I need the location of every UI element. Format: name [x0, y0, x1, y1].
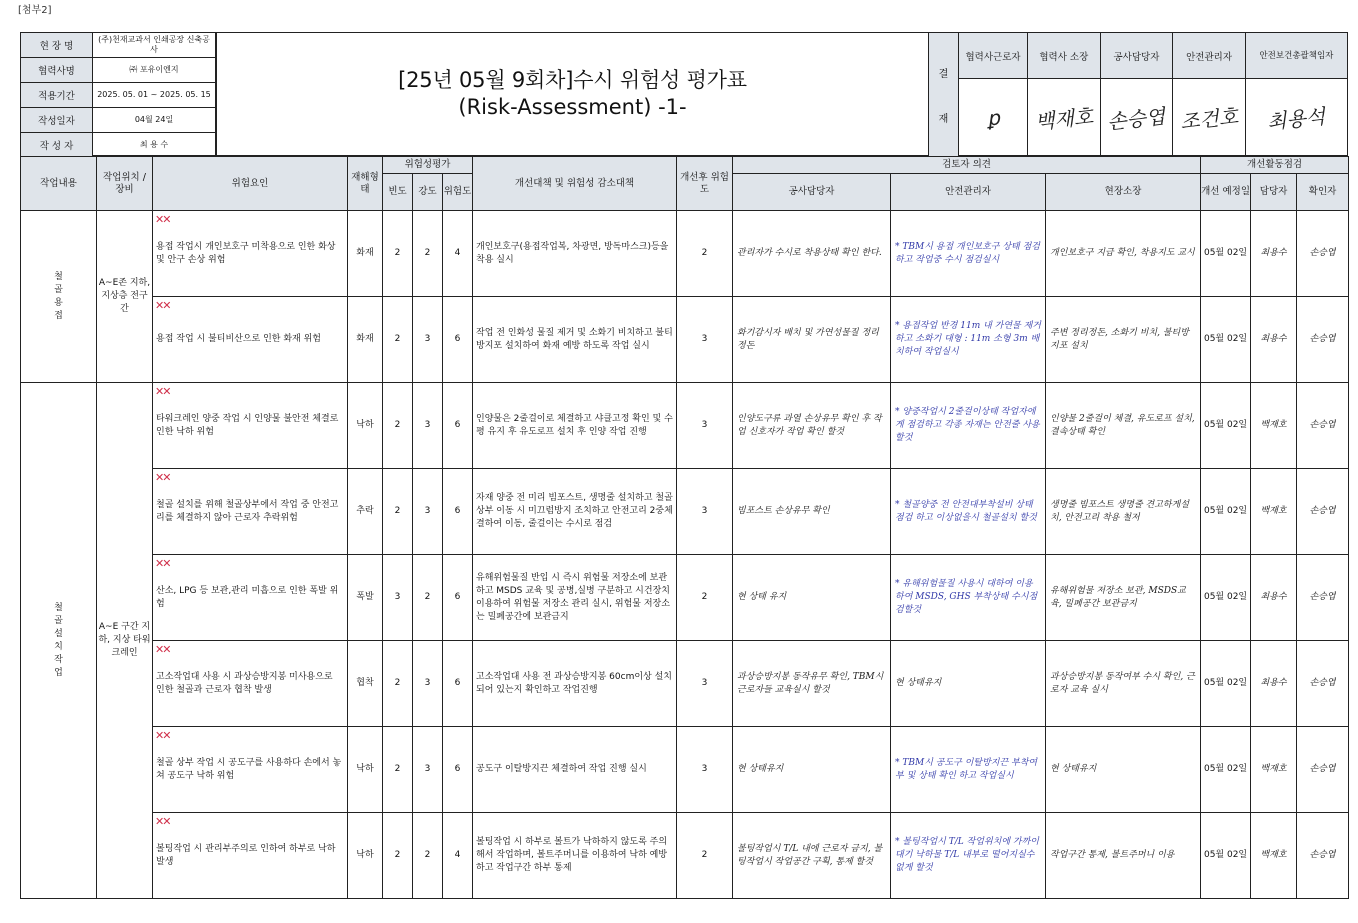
manager-opinion: 현 상태 유지 [733, 555, 891, 641]
work-location: A~E존 지하, 지상층 전구간 [97, 211, 153, 383]
site-name-value: (주)천재교과서 인쇄공장 신축공사 [93, 33, 216, 58]
disaster-type: 협착 [348, 641, 383, 727]
col-rev-manager: 공사담당자 [733, 174, 891, 211]
col-person: 담당자 [1251, 174, 1297, 211]
table-row [21, 727, 1349, 813]
risk-factor-text: 고소작업대 사용 시 과상승방지봉 미사용으로 인한 철골과 근로자 협착 발생 [156, 671, 333, 695]
person-in-charge: 백재호 [1251, 813, 1297, 899]
confirmer: 손승엽 [1297, 297, 1349, 383]
approval-label-bottom: 재 [938, 113, 949, 125]
disaster-type: 화재 [348, 211, 383, 297]
after-risk-value: 3 [677, 469, 733, 555]
col-planned: 개선 예정일 [1201, 174, 1251, 211]
risk-factor-text: 산소, LPG 등 보관,관리 미흡으로 인한 폭발 위험 [156, 585, 339, 609]
improvement-measures: 유해위험물질 반입 시 즉시 위험물 저장소에 보관하고 MSDS 교육 및 공병,실병 구분하고 시건장치 이용하여 위험물 저장소 관리 실시, 위험물 저장소는 밀폐공간에 보관금지 [473, 555, 677, 641]
person-in-charge: 백재호 [1251, 383, 1297, 469]
date-value: 04월 24일 [93, 108, 216, 133]
risk-factor [153, 813, 348, 899]
work-location: A~E 구간 지하, 지상 타워크레인 [97, 383, 153, 899]
planned-date: 05월 02일 [1201, 211, 1251, 297]
check-mark-icon: ✕✕ [155, 643, 170, 656]
table-body [21, 211, 1349, 899]
risk-factor [153, 211, 348, 297]
confirmer: 손승엽 [1297, 641, 1349, 727]
severity-value: 3 [413, 383, 443, 469]
person-in-charge: 백재호 [1251, 469, 1297, 555]
col-rev-safety: 안전관리자 [891, 174, 1046, 211]
improvement-measures: 공도구 이탈방지끈 체결하여 작업 진행 실시 [473, 727, 677, 813]
col-risk: 위험도 [443, 174, 473, 211]
improvement-measures: 개인보호구(용접작업복, 차광면, 방독마스크)등을 착용 실시 [473, 211, 677, 297]
check-mark-icon: ✕✕ [155, 471, 170, 484]
planned-date: 05월 02일 [1201, 383, 1251, 469]
table-row [21, 813, 1349, 899]
col-work: 작업내용 [21, 157, 97, 211]
improvement-measures: 고소작업대 사용 전 과상승방지봉 60cm이상 설치 되어 있는지 확인하고 작업진행 [473, 641, 677, 727]
work-content: 철 골 용 접 [21, 211, 97, 383]
header-info-table [20, 32, 216, 158]
improvement-measures: 작업 전 인화성 물질 제거 및 소화기 비치하고 불티방지포 설치하여 화재 예방 하도록 작업 실시 [473, 297, 677, 383]
table-row [21, 297, 1349, 383]
title-block [216, 32, 928, 156]
site-opinion: 현 상태유지 [1046, 727, 1201, 813]
planned-date: 05월 02일 [1201, 469, 1251, 555]
freq-value: 2 [383, 297, 413, 383]
signature-worker: ꝑ [959, 79, 1028, 157]
check-mark-icon: ✕✕ [155, 729, 170, 742]
risk-factor [153, 641, 348, 727]
author-label: 작 성 자 [21, 133, 93, 158]
attachment-label: [첨부2] [18, 5, 52, 16]
manager-opinion: 인양도구류 과열 손상유무 확인 후 작업 신호자가 작업 확인 할것 [733, 383, 891, 469]
risk-value: 6 [443, 469, 473, 555]
freq-value: 2 [383, 813, 413, 899]
check-mark-icon: ✕✕ [155, 557, 170, 570]
disaster-type: 화재 [348, 297, 383, 383]
col-severity: 강도 [413, 174, 443, 211]
col-disaster-type: 재해형태 [348, 157, 383, 211]
check-mark-icon: ✕✕ [155, 385, 170, 398]
approval-col-manager: 공사담당자 [1100, 33, 1173, 79]
col-confirmer: 확인자 [1297, 174, 1349, 211]
approval-col-partner-head: 협력사 소장 [1028, 33, 1101, 79]
safety-opinion: * TBM시 용접 개인보호구 상태 점검하고 작업중 수시 점검실시 [891, 211, 1046, 297]
risk-value: 6 [443, 727, 473, 813]
freq-value: 2 [383, 727, 413, 813]
freq-value: 3 [383, 555, 413, 641]
risk-value: 6 [443, 555, 473, 641]
period-label: 적용기간 [21, 83, 93, 108]
disaster-type: 추락 [348, 469, 383, 555]
risk-factor [153, 469, 348, 555]
approval-col-chief: 안전보건총괄책임자 [1245, 33, 1347, 79]
planned-date: 05월 02일 [1201, 641, 1251, 727]
risk-assessment-table [20, 156, 1349, 899]
table-row [21, 383, 1349, 469]
site-name-label: 현 장 명 [21, 33, 93, 58]
freq-value: 2 [383, 641, 413, 727]
risk-value: 6 [443, 641, 473, 727]
signature-safety: 조건호 [1173, 79, 1246, 157]
safety-opinion: * TBM시 공도구 이탈방지끈 부착여부 및 상태 확인 하고 작업실시 [891, 727, 1046, 813]
risk-factor-text: 용접 작업 시 불티비산으로 인한 화재 위험 [156, 334, 321, 344]
risk-value: 4 [443, 211, 473, 297]
col-location: 작업위치 / 장비 [97, 157, 153, 211]
manager-opinion: 관리자가 수시로 착용상태 확인 한다. [733, 211, 891, 297]
approval-col-worker: 협력사근로자 [959, 33, 1028, 79]
risk-factor [153, 297, 348, 383]
approval-label-top: 결 [938, 68, 949, 80]
after-risk-value: 3 [677, 383, 733, 469]
safety-opinion: * 유해위험물질 사용시 대하여 이용하여 MSDS, GHS 부착상태 수시점검할것 [891, 555, 1046, 641]
after-risk-value: 2 [677, 555, 733, 641]
person-in-charge: 최용수 [1251, 555, 1297, 641]
planned-date: 05월 02일 [1201, 813, 1251, 899]
period-value: 2025. 05. 01 ~ 2025. 05. 15 [93, 83, 216, 108]
site-opinion: 작업구간 통제, 볼트주머니 이용 [1046, 813, 1201, 899]
site-opinion: 유해위험물 저장소 보관, MSDS교육, 밀폐공간 보관금지 [1046, 555, 1201, 641]
person-in-charge: 최용수 [1251, 641, 1297, 727]
freq-value: 2 [383, 469, 413, 555]
col-freq: 빈도 [383, 174, 413, 211]
planned-date: 05월 02일 [1201, 555, 1251, 641]
col-reviewer: 검토자 의견 [733, 157, 1201, 174]
author-value: 최 용 수 [93, 133, 216, 158]
col-measures: 개선대책 및 위험성 감소대책 [473, 157, 677, 211]
confirmer: 손승엽 [1297, 469, 1349, 555]
col-assessment: 위험성평가 [383, 157, 473, 174]
col-check: 개선활동점검 [1201, 157, 1349, 174]
freq-value: 2 [383, 211, 413, 297]
table-row [21, 555, 1349, 641]
severity-value: 3 [413, 297, 443, 383]
safety-opinion: 현 상태유지 [891, 641, 1046, 727]
work-content: 철 골 설 치 작 업 [21, 383, 97, 899]
partner-value: ㈜ 포유이엔지 [93, 58, 216, 83]
after-risk-value: 3 [677, 641, 733, 727]
page-subtitle: (Risk-Assessment) -1- [458, 95, 687, 119]
table-row [21, 211, 1349, 297]
risk-factor-text: 볼팅작업 시 관리부주의로 인하여 하부로 낙하 발생 [156, 843, 336, 867]
signature-chief: 최용석 [1245, 79, 1347, 157]
confirmer: 손승엽 [1297, 211, 1349, 297]
planned-date: 05월 02일 [1201, 297, 1251, 383]
after-risk-value: 3 [677, 727, 733, 813]
site-opinion: 생명줄 빔포스트 생명줄 견고하게설치, 안전고리 착용 철저 [1046, 469, 1201, 555]
manager-opinion: 화기감시자 배치 및 가연성물질 정리정돈 [733, 297, 891, 383]
check-mark-icon: ✕✕ [155, 815, 170, 828]
site-opinion: 개인보호구 지급 확인, 착용지도 교시 [1046, 211, 1201, 297]
safety-opinion: * 볼팅작업시 T/L 작업위치에 가까이 대기 낙하물 T/L 내부로 떨어지실수 없게 할것 [891, 813, 1046, 899]
risk-value: 4 [443, 813, 473, 899]
disaster-type: 낙하 [348, 383, 383, 469]
col-risk-factor: 위험요인 [153, 157, 348, 211]
person-in-charge: 최용수 [1251, 211, 1297, 297]
disaster-type: 낙하 [348, 727, 383, 813]
person-in-charge: 백재호 [1251, 727, 1297, 813]
improvement-measures: 자재 양중 전 미리 빔포스트, 생명줄 설치하고 철골 상부 이동 시 미끄럼방지 조치하고 안전고리 2중체결하여 이동, 줄걸이는 수시로 점검 [473, 469, 677, 555]
safety-opinion: * 양중작업시 2줄걸이상태 작업자에게 점검하고 각종 자재는 안전줄 사용할것 [891, 383, 1046, 469]
signature-partner-head: 백재호 [1028, 79, 1101, 157]
after-risk-value: 3 [677, 297, 733, 383]
severity-value: 3 [413, 469, 443, 555]
approval-col-safety: 안전관리자 [1173, 33, 1246, 79]
date-label: 작성일자 [21, 108, 93, 133]
risk-factor [153, 383, 348, 469]
risk-value: 6 [443, 383, 473, 469]
severity-value: 3 [413, 641, 443, 727]
manager-opinion: 빔포스트 손상유무 확인 [733, 469, 891, 555]
disaster-type: 폭발 [348, 555, 383, 641]
confirmer: 손승엽 [1297, 727, 1349, 813]
freq-value: 2 [383, 383, 413, 469]
site-opinion: 과상승방지봉 동작여부 수시 확인, 근로자 교육 실시 [1046, 641, 1201, 727]
severity-value: 2 [413, 211, 443, 297]
confirmer: 손승엽 [1297, 383, 1349, 469]
check-mark-icon: ✕✕ [155, 299, 170, 312]
safety-opinion: * 철골양중 전 안전대부착설비 상태 점검 하고 이상없을시 철골설치 할것 [891, 469, 1046, 555]
table-row [21, 469, 1349, 555]
after-risk-value: 2 [677, 813, 733, 899]
risk-factor [153, 727, 348, 813]
partner-label: 협력사명 [21, 58, 93, 83]
risk-factor-text: 철골 상부 작업 시 공도구를 사용하다 손에서 놓쳐 공도구 낙하 위험 [156, 757, 342, 781]
check-mark-icon: ✕✕ [155, 213, 170, 226]
risk-factor-text: 용접 작업시 개인보호구 미착용으로 인한 화상 및 안구 손상 위험 [156, 241, 336, 265]
table-row [21, 641, 1349, 727]
severity-value: 2 [413, 813, 443, 899]
confirmer: 손승엽 [1297, 555, 1349, 641]
after-risk-value: 2 [677, 211, 733, 297]
site-opinion: 주변 정리정돈, 소화기 비치, 불티방지포 설치 [1046, 297, 1201, 383]
manager-opinion: 과상승방지봉 동작유무 확인, TBM시 근로자들 교육실시 할것 [733, 641, 891, 727]
manager-opinion: 현 상태유지 [733, 727, 891, 813]
risk-value: 6 [443, 297, 473, 383]
confirmer: 손승엽 [1297, 813, 1349, 899]
risk-factor-text: 타워크레인 양중 작업 시 인양물 불안전 체결로 인한 낙하 위험 [156, 413, 339, 437]
manager-opinion: 볼팅작업시 T/L 내에 근로자 금지, 볼팅작업시 작업공간 구획, 통제 할것 [733, 813, 891, 899]
improvement-measures: 인양물은 2줄걸이로 체결하고 샤클고정 확인 및 수평 유지 후 유도로프 설치 후 인양 작업 진행 [473, 383, 677, 469]
approval-label [929, 33, 959, 157]
risk-factor-text: 철골 설치를 위해 철골상부에서 작업 중 안전고리를 체결하지 않아 근로자 추락위험 [156, 499, 339, 523]
planned-date: 05월 02일 [1201, 727, 1251, 813]
page-title: [25년 05월 9회차]수시 위험성 평가표 [398, 68, 747, 92]
approval-table [928, 32, 1348, 157]
safety-opinion: * 용접작업 반경 11m 내 가연물 제거 하고 소화기 대형 : 11m 소형 3m 배치하여 작업실시 [891, 297, 1046, 383]
signature-manager: 손승엽 [1100, 79, 1173, 157]
site-opinion: 인양물 2줄걸이 체결, 유도로프 설치, 결속상태 확인 [1046, 383, 1201, 469]
col-after-risk: 개선후 위험도 [677, 157, 733, 211]
severity-value: 3 [413, 727, 443, 813]
severity-value: 2 [413, 555, 443, 641]
col-rev-site: 현장소장 [1046, 174, 1201, 211]
disaster-type: 낙하 [348, 813, 383, 899]
person-in-charge: 최용수 [1251, 297, 1297, 383]
risk-factor [153, 555, 348, 641]
improvement-measures: 볼팅작업 시 하부로 볼트가 낙하하지 않도록 주의해서 작업하며, 볼트주머니를 이용하여 낙하 예방하고 작업구간 하부 통제 [473, 813, 677, 899]
